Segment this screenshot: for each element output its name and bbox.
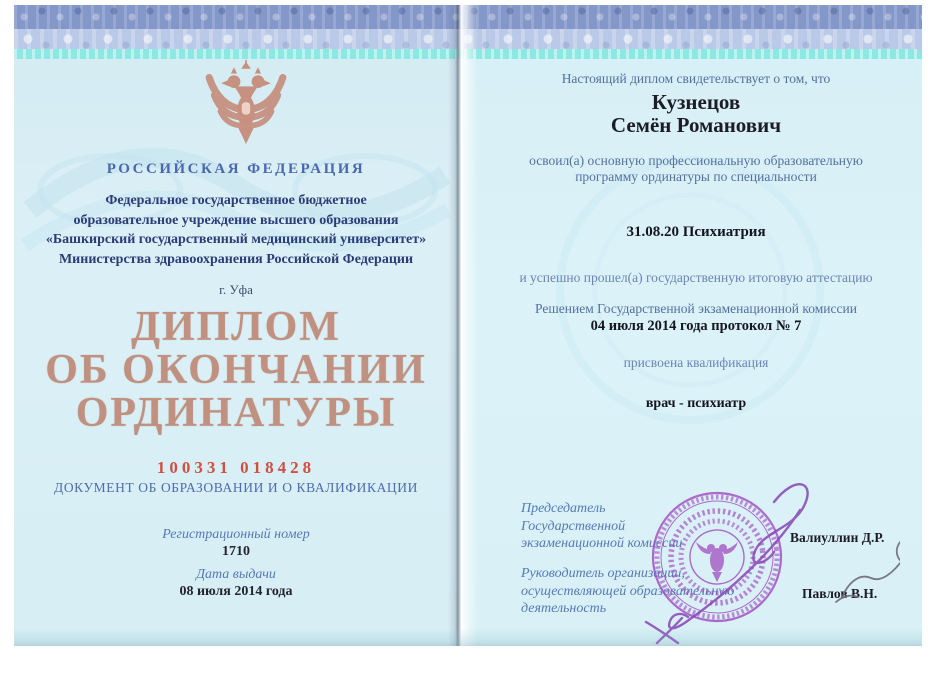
head-title-line: Руководитель организации, (521, 566, 685, 581)
institution-line: Федеральное государственное бюджетное (105, 193, 367, 208)
issue-date-value: 08 июля 2014 года (179, 584, 293, 599)
head-signature-stroke (836, 536, 900, 602)
registration-number-value: 1710 (222, 544, 250, 559)
diploma-title (14, 306, 458, 435)
institution-line: Министерства здравоохранения Российской Федерации (58, 251, 414, 267)
chairman-signature-stroke (646, 484, 808, 643)
country-label: РОССИЙСКАЯ ФЕДЕРАЦИЯ (106, 161, 366, 177)
head-signature-name: Павлов В.Н. (802, 586, 878, 601)
program-text-line: освоил(а) основную профессиональную образовательную (529, 153, 863, 168)
recipient-given-names: Семён Романович (610, 113, 782, 137)
head-title-line: осуществляющей образовательную (521, 583, 735, 599)
intro-text: Настоящий диплом свидетельствует о том, что (561, 71, 831, 86)
diploma-title-line: ОБ ОКОНЧАНИИ (45, 347, 427, 393)
program-text-line: программу ординатуры по специальности (575, 169, 817, 184)
chairman-signature-name: Валиуллин Д.Р. (790, 530, 885, 545)
qualification-value: врач - психиатр (645, 396, 747, 411)
russia-coat-of-arms-icon (198, 60, 294, 164)
serial-number: 100331 018428 (156, 458, 316, 477)
city-label: г. Уфа (219, 282, 253, 297)
specialty-value: 31.08.20 Психиатрия (626, 224, 766, 240)
document-type-label: ДОКУМЕНТ ОБ ОБРАЗОВАНИИ И О КВАЛИФИКАЦИИ (54, 480, 418, 495)
commission-text: Решением Государственной экзаменационной комиссии (535, 301, 857, 316)
institution-line: «Башкирский государственный медицинский университет» (45, 232, 427, 247)
institution-name (14, 191, 458, 269)
issue-date-label: Дата выдачи (196, 567, 276, 582)
qualification-label: присвоена квалификация (623, 355, 769, 370)
chairman-title-line: Государственной (521, 518, 626, 534)
diploma-title-line: ОРДИНАТУРЫ (75, 390, 397, 436)
diploma-title-line: ДИПЛОМ (131, 304, 341, 350)
recipient-surname: Кузнецов (651, 90, 741, 114)
attestation-text: и успешно прошел(а) государственную итоговую аттестацию (519, 270, 873, 285)
page-fold (448, 5, 478, 646)
institution-line: образовательное учреждение высшего образования (73, 212, 399, 228)
protocol-value: 04 июля 2014 года протокол № 7 (590, 318, 802, 334)
chairman-title-line: Председатель (521, 501, 606, 516)
chairman-title-line: экзаменационной комиссии (521, 536, 683, 551)
registration-number-label: Регистрационный номер (162, 527, 310, 542)
page-bottom-shadow (14, 628, 922, 646)
head-title-line: деятельность (521, 601, 607, 616)
